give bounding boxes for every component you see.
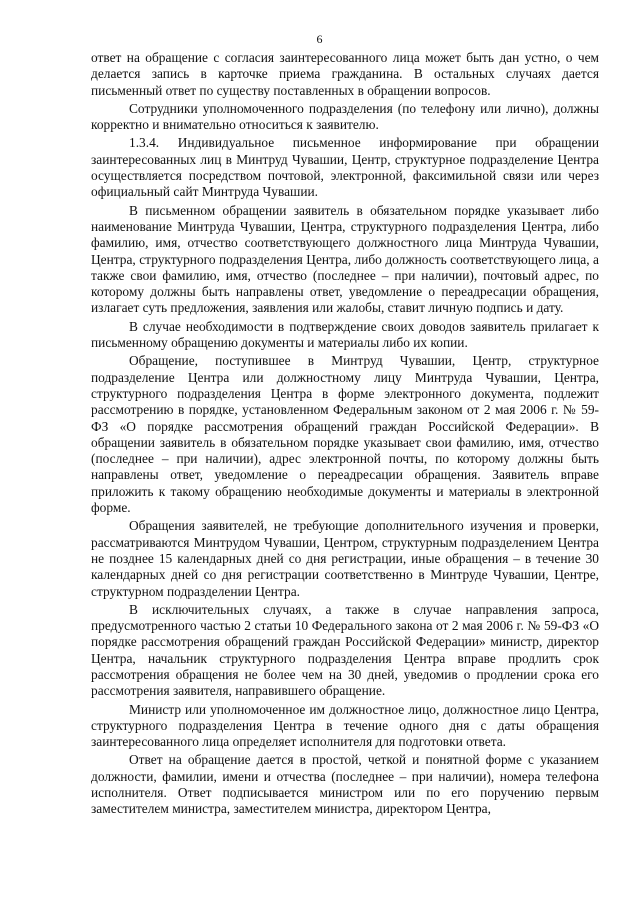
page-number: 6 <box>316 32 323 46</box>
paragraph: В случае необходимости в подтверждение своих доводов заявитель прилагает к письменному обращению документы и материалы либо их копии. <box>91 318 599 351</box>
paragraph: В исключительных случаях, а также в случае направления запроса, предусмотренного частью 2 статьи 10 Федерального закона от 2 мая 2006 г. № 59-ФЗ «О порядке рассмотрения обращений граждан Российской Федерации» министр, директор Центра, начальник структурного подразделения Центра вправе продлить срок рассмотрения обращения не более чем на 30 дней, уведомив о продлении срока его рассмотрения заявителя, направившего обращение. <box>91 601 599 699</box>
paragraph: Сотрудники уполномоченного подразделения (по телефону или лично), должны корректно и внимательно относиться к заявителю. <box>91 100 599 133</box>
paragraph: Ответ на обращение дается в простой, четкой и понятной форме с указанием должности, фамилии, имени и отчества (последнее – при наличии), номера телефона исполнителя. Ответ подписывается министром или по его поручению первым заместителем министра, заместителем министра, директором Центра, <box>91 752 599 817</box>
paragraph: В письменном обращении заявитель в обязательном порядке указывает либо наименование Минтруда Чувашии, Центра, структурного подразделения Центра, либо фамилию, имя, отчество соответствующего должностного лица Минтруда Чувашии, Центра, структурного подразделения Центра, либо должность соответствующего лица, а также свои фамилию, имя, отчество (последнее – при наличии), почтовый адрес, по которому должны быть направлены ответ, уведомление о переадресации обращения, излагает суть предложения, заявления или жалобы, ставит личную подпись и дату. <box>91 202 599 316</box>
document-body <box>91 50 599 820</box>
paragraph: Обращение, поступившее в Минтруд Чувашии, Центр, структурное подразделение Центра или должностному лицу Минтруда Чувашии, Центра, структурного подразделения Центра в форме электронного документа, подлежит рассмотрению в порядке, установленном Федеральным законом от 2 мая 2006 г. № 59-ФЗ «О порядке рассмотрения обращений граждан Российской Федерации». В обращении заявитель в обязательном порядке указывает свои фамилию, имя, отчество (последнее – при наличии), адрес электронной почты, по которому должны быть направлены ответ, уведомление о переадресации обращения. Заявитель вправе приложить к такому обращению необходимые документы и материалы в электронной форме. <box>91 353 599 516</box>
paragraph: Министр или уполномоченное им должностное лицо, должностное лицо Центра, структурного подразделения Центра в течение одного дня с даты обращения заинтересованного лица определяет исполнителя для подготовки ответа. <box>91 701 599 750</box>
paragraph: Обращения заявителей, не требующие дополнительного изучения и проверки, рассматриваются Минтрудом Чувашии, Центром, структурным подразделением Центра не позднее 15 календарных дней со дня регистрации, иные обращения – в течение 30 календарных дней со дня регистрации соответственно в Минтруде Чувашии, Центре, структурном подразделении Центра. <box>91 518 599 599</box>
paragraph: ответ на обращение с согласия заинтересованного лица может быть дан устно, о чем делается запись в карточке приема гражданина. В остальных случаях дается письменный ответ по существу поставленных в обращении вопросов. <box>91 50 599 98</box>
paragraph: 1.3.4. Индивидуальное письменное информирование при обращении заинтересованных лиц в Минтруд Чувашии, Центр, структурное подразделение Центра осуществляется посредством почтовой, электронной, факсимильной связи или через официальный сайт Минтруда Чувашии. <box>91 135 599 200</box>
